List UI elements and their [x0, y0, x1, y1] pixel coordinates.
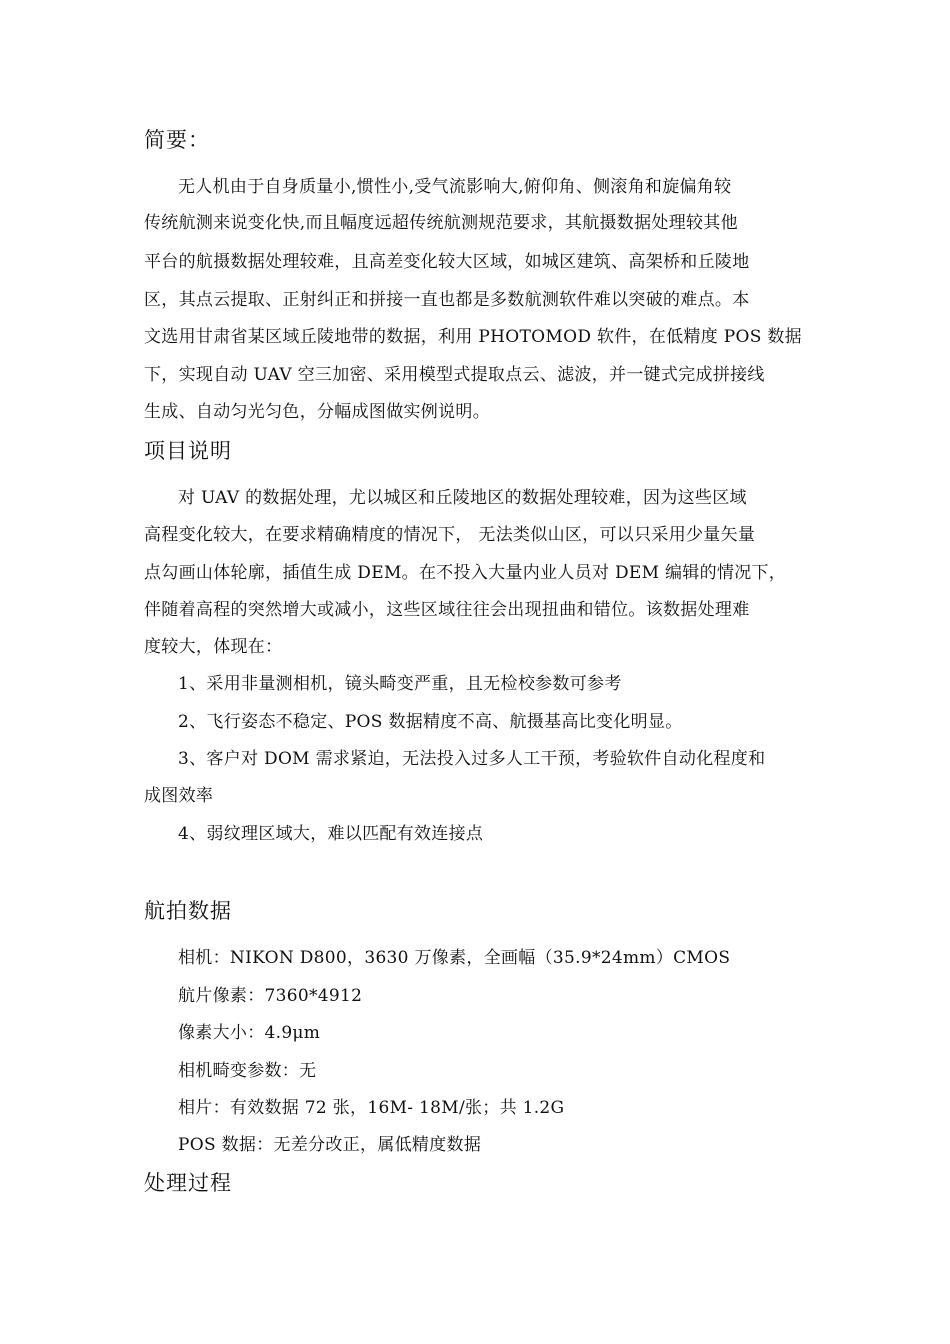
list-item: 2、飞行姿态不稳定、POS 数据精度不高、航摄基高比变化明显。	[178, 712, 683, 732]
data-line: POS 数据：无差分改正，属低精度数据	[178, 1135, 482, 1155]
data-line: 相机：NIKON D800，3630 万像素，全画幅（35.9*24mm）CMOS	[178, 948, 731, 968]
section-heading-process: 处理过程	[144, 1171, 232, 1195]
list-item-continuation: 成图效率	[144, 786, 214, 806]
paragraph-line: 传统航测来说变化快,而且幅度远超传统航测规范要求，其航摄数据处理较其他	[144, 213, 738, 233]
data-line: 相片：有效数据 72 张，16M- 18M/张；共 1.2G	[178, 1098, 565, 1118]
section-heading-summary: 简要：	[144, 128, 210, 152]
paragraph-line: 文选用甘肃省某区域丘陵地带的数据，利用 PHOTOMOD 软件，在低精度 POS 数据	[144, 327, 802, 347]
list-item: 1、采用非量测相机，镜头畸变严重，且无检校参数可参考	[178, 674, 622, 694]
paragraph-line: 点勾画山体轮廓，插值生成 DEM。在不投入大量内业人员对 DEM 编辑的情况下，	[144, 563, 787, 583]
data-line: 航片像素：7360*4912	[178, 986, 363, 1006]
paragraph-line: 无人机由于自身质量小,惯性小,受气流影响大,俯仰角、侧滚角和旋偏角较	[178, 177, 732, 197]
data-line: 相机畸变参数：无	[178, 1061, 317, 1081]
paragraph-line: 平台的航摄数据处理较难，且高差变化较大区域，如城区建筑、高架桥和丘陵地	[144, 252, 750, 272]
list-item: 3、客户对 DOM 需求紧迫，无法投入过多人工干预，考验软件自动化程度和	[178, 749, 766, 769]
section-heading-aerial-data: 航拍数据	[144, 899, 232, 923]
paragraph-line: 高程变化较大，在要求精确精度的情况下， 无法类似山区，可以只采用少量矢量	[144, 525, 756, 545]
paragraph-line: 下，实现自动 UAV 空三加密、采用模型式提取点云、滤波，并一键式完成拼接线	[144, 365, 765, 385]
paragraph-line: 伴随着高程的突然增大或减小，这些区域往往会出现扭曲和错位。该数据处理难	[144, 600, 750, 620]
list-item: 4、弱纹理区域大，难以匹配有效连接点	[178, 824, 484, 844]
paragraph-line: 区，其点云提取、正射纠正和拼接一直也都是多数航测软件难以突破的难点。本	[144, 290, 750, 310]
data-line: 像素大小：4.9μm	[178, 1023, 321, 1043]
section-heading-project: 项目说明	[144, 439, 232, 463]
paragraph-line: 生成、自动匀光匀色，分幅成图做实例说明。	[144, 402, 490, 422]
paragraph-line: 度较大，体现在：	[144, 637, 283, 657]
paragraph-line: 对 UAV 的数据处理，尤以城区和丘陵地区的数据处理较难，因为这些区域	[178, 488, 747, 508]
